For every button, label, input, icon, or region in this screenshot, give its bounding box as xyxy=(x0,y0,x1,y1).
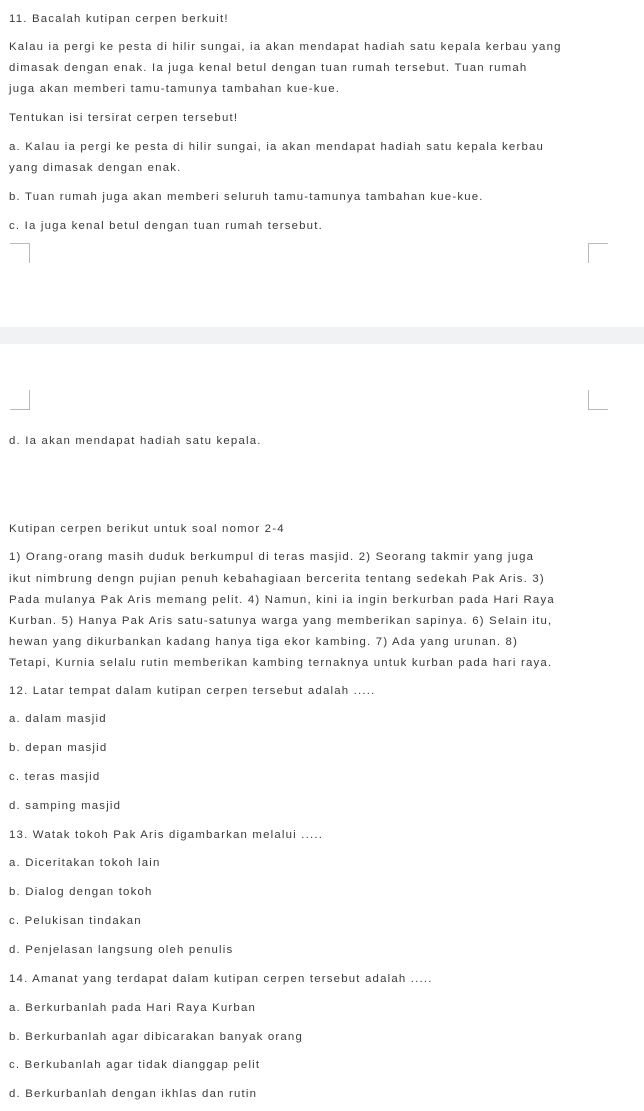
option-b: b. Tuan rumah juga akan memberi seluruh tamu-tamunya tambahan kue-kue. xyxy=(9,191,484,203)
passage-line: dimasak dengan enak. Ia juga kenal betul dengan tuan rumah tersebut. Tuan rumah xyxy=(9,62,528,74)
question-13: 13. Watak tokoh Pak Aris digambarkan melalui ..... xyxy=(9,829,324,841)
passage-2-line: hewan yang dikurbankan kadang hanya tiga ekor kambing. 7) Ada yang urunan. 8) xyxy=(9,636,519,648)
passage-2-line: Pada mulanya Pak Aris memang pelit. 4) Namun, kini ia ingin berkurban pada Hari Raya xyxy=(9,594,555,606)
question-13-option: a. Diceritakan tokoh lain xyxy=(9,857,161,869)
question-12-option: b. depan masjid xyxy=(9,742,108,754)
question-13-option: c. Pelukisan tindakan xyxy=(9,915,142,927)
passage-line: Kalau ia pergi ke pesta di hilir sungai, ia akan mendapat hadiah satu kepala kerbau yang xyxy=(9,41,562,53)
page-corner-mark xyxy=(10,243,30,263)
question-12: 12. Latar tempat dalam kutipan cerpen tersebut adalah ..... xyxy=(9,685,376,697)
passage-2-line: 1) Orang-orang masih duduk berkumpul di teras masjid. 2) Seorang takmir yang juga xyxy=(9,551,535,563)
option-a-line: a. Kalau ia pergi ke pesta di hilir sungai, ia akan mendapat hadiah satu kepala kerbau xyxy=(9,141,545,153)
page-corner-mark xyxy=(588,243,608,263)
question-13-option: d. Penjelasan langsung oleh penulis xyxy=(9,944,234,956)
question-14-option: a. Berkurbanlah pada Hari Raya Kurban xyxy=(9,1002,257,1014)
option-d: d. Ia akan mendapat hadiah satu kepala. xyxy=(9,435,262,447)
question-14-option: b. Berkurbanlah agar dibicarakan banyak orang xyxy=(9,1031,303,1043)
option-a-line: yang dimasak dengan enak. xyxy=(9,162,182,174)
question-14-option: d. Berkurbanlah dengan ikhlas dan rutin xyxy=(9,1088,258,1100)
question-12-option: c. teras masjid xyxy=(9,771,101,783)
question-12-option: d. samping masjid xyxy=(9,800,122,812)
passage-2-line: Kurban. 5) Hanya Pak Aris satu-satunya warga yang memberikan sapinya. 6) Selain itu, xyxy=(9,615,553,627)
question-12-option: a. dalam masjid xyxy=(9,713,107,725)
question-11-instruction: Tentukan isi tersirat cerpen tersebut! xyxy=(9,112,239,124)
document-page-2 xyxy=(0,344,644,1111)
passage-2-line: ikut nimbrung dengn pujian penuh kebahagiaan bercerita tentang sedekah Pak Aris. 3) xyxy=(9,573,545,585)
question-13-option: b. Dialog dengan tokoh xyxy=(9,886,153,898)
option-c: c. Ia juga kenal betul dengan tuan rumah tersebut. xyxy=(9,220,323,232)
page-corner-mark xyxy=(588,390,608,410)
document-page-1 xyxy=(0,0,644,327)
passage-line: juga akan memberi tamu-tamunya tambahan kue-kue. xyxy=(9,83,341,95)
question-14-option: c. Berkubanlah agar tidak dianggap pelit xyxy=(9,1059,261,1071)
page-corner-mark xyxy=(10,390,30,410)
passage-2-line: Tetapi, Kurnia selalu rutin memberikan kambing ternaknya untuk kurban pada hari raya. xyxy=(9,657,553,669)
page-gap xyxy=(0,327,644,344)
question-11-heading: 11. Bacalah kutipan cerpen berkuit! xyxy=(9,13,229,25)
passage-2-intro: Kutipan cerpen berikut untuk soal nomor 2-4 xyxy=(9,523,285,535)
question-14: 14. Amanat yang terdapat dalam kutipan cerpen tersebut adalah ..... xyxy=(9,973,433,985)
